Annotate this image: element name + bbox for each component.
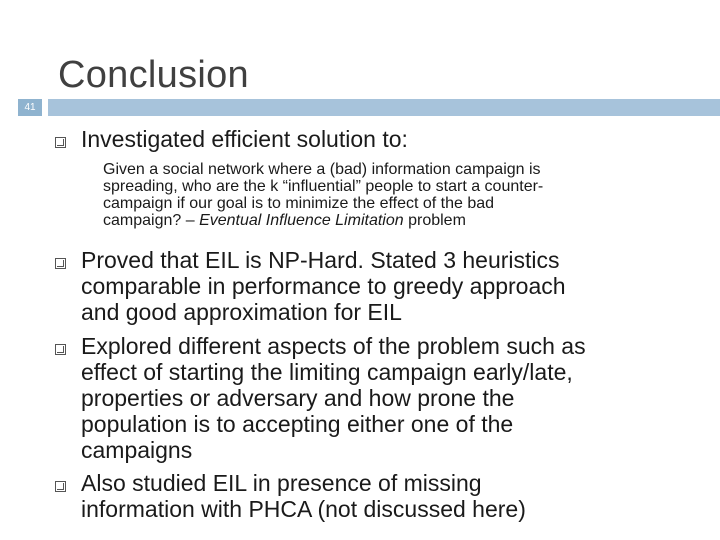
- title-divider-bar: [48, 99, 720, 116]
- sub-line-1: Given a social network where a (bad) information campaign is: [103, 161, 541, 178]
- sub-line-4-post: problem: [403, 212, 466, 229]
- sub-line-4: [103, 212, 703, 229]
- bullet-checkbox-icon: [55, 137, 66, 148]
- bullet-3-line-4: population is to accepting either one of the: [81, 411, 514, 437]
- sub-line-4-pre: campaign? –: [103, 212, 200, 229]
- bullet-checkbox-icon: [55, 344, 66, 355]
- sub-line-3: campaign if our goal is to minimize the effect of the bad: [103, 195, 495, 212]
- bullet-4-line-2: information with PHCA (not discussed here): [81, 496, 526, 522]
- bullet-2-text: [81, 247, 701, 325]
- bullet-3-line-2: effect of starting the limiting campaign early/late,: [81, 359, 573, 385]
- bullet-1-text: Investigated efficient solution to:: [81, 126, 408, 152]
- bullet-3-text: [81, 333, 701, 463]
- bullet-3-line-3: properties or adversary and how prone the: [81, 385, 515, 411]
- bullet-2-line-2: comparable in performance to greedy approach: [81, 273, 566, 299]
- slide-title: Conclusion: [58, 54, 249, 96]
- bullet-3-line-5: campaigns: [81, 437, 193, 463]
- sub-line-2: spreading, who are the k “influential” people to start a counter-: [103, 178, 544, 195]
- bullet-3-line-1: Explored different aspects of the problem such as: [81, 333, 586, 359]
- bullet-4-text: [81, 470, 701, 522]
- bullet-2-line-3: and good approximation for EIL: [81, 299, 402, 325]
- bullet-checkbox-icon: [55, 258, 66, 269]
- bullet-2-line-1: Proved that EIL is NP-Hard. Stated 3 heuristics: [81, 247, 560, 273]
- bullet-checkbox-icon: [55, 481, 66, 492]
- sub-bullet-text: [103, 161, 703, 229]
- sub-line-4-italic: Eventual Influence Limitation: [199, 212, 404, 229]
- slide-number: 41: [18, 99, 42, 116]
- bullet-4-line-1: Also studied EIL in presence of missing: [81, 470, 482, 496]
